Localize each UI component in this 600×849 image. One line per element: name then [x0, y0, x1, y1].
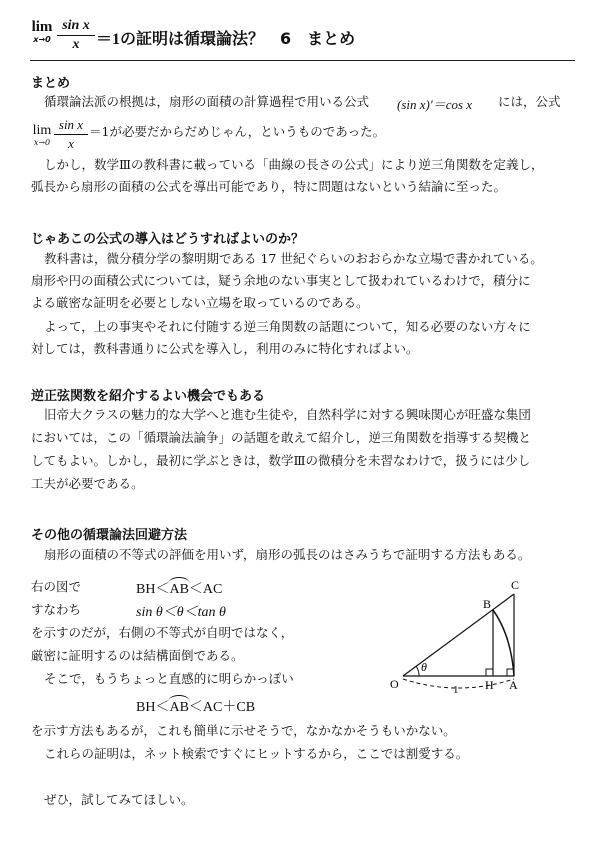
section3-line4: 工夫が必要である。 — [31, 476, 144, 491]
inequality-bh-ab-ac — [136, 578, 222, 598]
section4-label-figure: 右の図で — [31, 579, 82, 594]
section1-formula: (sin x)′＝cos x — [397, 97, 473, 112]
section2-line4: よって，上の事実やそれに付随する逆三角関数の話題について，知る必要のない方々に — [44, 319, 531, 334]
title-fraction — [57, 18, 95, 53]
section3-line2: においては，この「循環論法論争」の話題を敢えて紹介し，逆三角関数を指導する契機と — [31, 430, 532, 445]
length-brace — [403, 679, 514, 688]
page-title — [30, 14, 575, 58]
section1-lim-text: lim — [32, 123, 52, 138]
label-theta: θ — [421, 660, 427, 674]
inequality3-right: ＜AC＋CB — [188, 700, 256, 715]
title-text: の証明は循環論法？ 6 まとめ — [120, 29, 356, 48]
section4-line4: そこで，もうちょっと直感的に明らかっぽい — [44, 671, 294, 686]
arc-ab-1 — [169, 582, 188, 598]
title-underline — [30, 60, 575, 61]
title-lim-sub: x→0 — [33, 35, 51, 44]
title-denominator: x — [72, 37, 80, 52]
section3-line1: 旧帝大クラスの魅力的な大学へと進む生徒や，自然科学に対する興味関心が旺盛な集団 — [44, 407, 531, 422]
closing-sentence: ぜひ，試してみてほしい。 — [44, 792, 194, 807]
section1-line1 — [44, 92, 369, 112]
section1-limit — [30, 123, 54, 147]
section1-frac-num: sin x — [58, 117, 84, 132]
title-lim-text: lim — [31, 19, 53, 35]
section2-line2: 扇形や円の面積公式については，疑う余地のない事実として扱われているわけで，積分に — [31, 273, 531, 288]
section4-line6: これらの証明は，ネット検索ですぐにヒットするから，ここでは割愛する。 — [44, 746, 469, 761]
label-b: B — [483, 597, 492, 611]
section4-line2: を示すのだが，右側の不等式が自明ではなく， — [31, 625, 294, 640]
section4-line5: を示す方法もあるが，これも簡単に示せそうで，なかなかそうもいかない。 — [31, 723, 456, 738]
arc-ab-figure — [493, 610, 514, 676]
segment-oc — [403, 594, 514, 676]
inequality1-left: BH＜ — [136, 582, 170, 597]
arc-ab-2-label: AB — [169, 700, 189, 715]
title-numerator: sin x — [62, 18, 90, 33]
section1-fraction — [54, 117, 88, 152]
arc-ab-1-label: AB — [169, 582, 189, 597]
section2-line3: よる厳密な証明を必要としない立場を取っているのである。 — [31, 295, 369, 310]
section1-line1-text: 循環論法派の根拠は，扇形の面積の計算過程で用いる公式 — [44, 94, 370, 109]
section4-label-namely: すなわち — [31, 602, 82, 617]
inequality1-right: ＜AC — [188, 582, 223, 597]
title-limit — [30, 20, 54, 44]
section4-line1: 扇形の面積の不等式の評価を用いず，扇形の弧長のはさみうちで証明する方法もある。 — [44, 547, 531, 562]
section1-line1-end: には，公式 — [498, 94, 561, 109]
section-heading-arcsine: 逆正弦関数を紹介するよい機会でもある — [31, 389, 266, 404]
label-a: A — [509, 678, 518, 692]
section-heading-other-methods: その他の循環論法回避方法 — [31, 528, 188, 543]
inequality3-left: BH＜ — [136, 700, 170, 715]
section2-line1: 教科書は，微分積分学の黎明期である 17 世紀ぐらいのおおらかな立場で書かれている。 — [44, 251, 543, 266]
section1-lim-sub: x→0 — [33, 138, 51, 147]
section3-line3: してもよい。しかし，最初に学ぶときは，数学Ⅲの微積分を未習なわけで，扱うには少し — [31, 453, 531, 468]
title-equals: ＝1 — [96, 31, 121, 48]
angle-theta-arc — [416, 666, 419, 676]
section1-frac-den: x — [68, 136, 74, 151]
section-heading-introduction: じゃあこの公式の導入はどうすればよいのか？ — [31, 232, 305, 247]
section-heading-summary: まとめ — [31, 76, 71, 91]
geometry-figure — [385, 575, 535, 700]
section4-line3: 厳密に証明するのは結構面倒である。 — [31, 648, 244, 663]
label-h: H — [485, 678, 494, 692]
section1-line4: 弧長から扇形の面積の公式を導出可能であり，特に問題はないという結論に至った。 — [31, 179, 507, 194]
inequality-bh-ab-ac-cb — [136, 696, 255, 716]
arc-ab-2 — [169, 700, 188, 716]
section2-line5: 対しては，教科書通りに公式を導入し，利用のみに特化すればよい。 — [31, 341, 419, 356]
section1-line2-end: ＝1が必要だからだめじゃん，というものであった。 — [89, 124, 386, 139]
label-o: O — [390, 677, 399, 691]
right-angle-h — [486, 669, 493, 676]
label-one: 1 — [453, 684, 459, 696]
section1-line3: しかし，数学Ⅲの教科書に載っている「曲線の長さの公式」により逆三角関数を定義し， — [44, 157, 544, 172]
inequality-sin-theta-tan: sin θ＜θ＜tan θ — [136, 605, 226, 620]
label-c: C — [511, 578, 520, 592]
